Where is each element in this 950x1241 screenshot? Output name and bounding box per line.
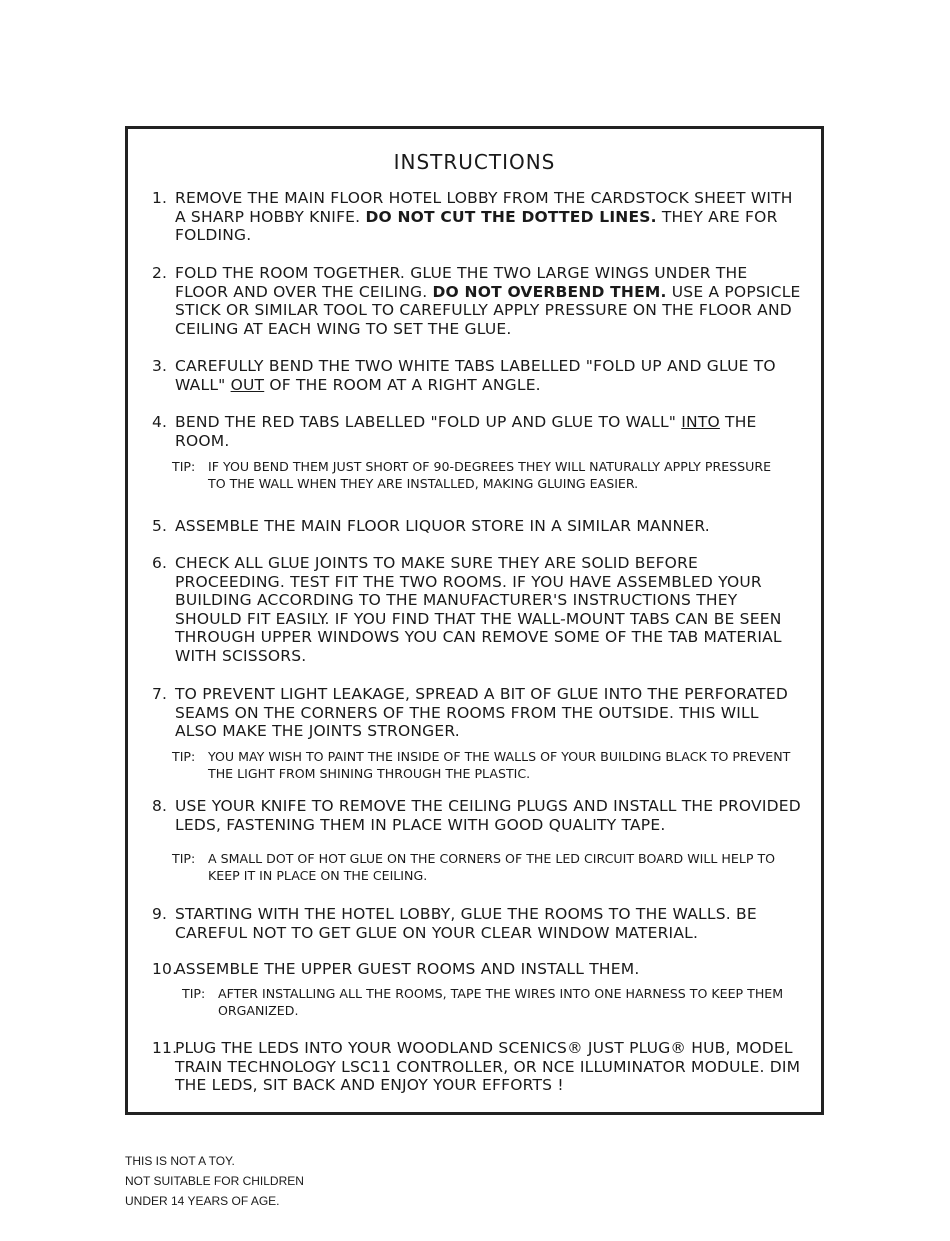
tip-text: AFTER INSTALLING ALL THE ROOMS, TAPE THE WIRES INTO ONE HARNESS TO KEEP THEM ORGANIZED. [218,986,784,1018]
step-1 [152,189,804,245]
step-number: 6. [152,554,168,572]
tip-label: TIP: [172,851,196,866]
tip-text: IF YOU BEND THEM JUST SHORT OF 90-DEGREES THEY WILL NATURALLY APPLY PRESSURE TO THE WALL WHEN THEY ARE INSTALLED, MAKING GLUING EASIER. [208,459,772,491]
step-warning: DO NOT CUT THE DOTTED LINES. [365,207,657,226]
step-number: 5. [152,517,168,535]
tip-text: YOU MAY WISH TO PAINT THE INSIDE OF THE WALLS OF YOUR BUILDING BLACK TO PREVENT THE LIGHT FROM SHINING THROUGH THE PLASTIC. [208,749,791,781]
step-emphasis: OUT [230,375,265,394]
tip-label: TIP: [172,459,196,474]
tip-step-10 [182,986,792,1019]
step-2 [152,264,804,338]
tip-step-4 [172,459,792,492]
step-text: THEY ARE FOR FOLDING. [175,207,778,245]
step-text: OF THE ROOM AT A RIGHT ANGLE. [264,375,541,394]
step-number: 7. [152,685,168,703]
warning-line: THIS IS NOT A TOY. [125,1154,235,1168]
step-number: 9. [152,905,168,923]
step-number: 1. [152,189,168,207]
step-4 [152,413,804,450]
step-emphasis: INTO [681,413,720,431]
tip-step-7 [172,749,792,782]
step-text: PLUG THE LEDS INTO YOUR WOODLAND SCENICS® JUST PLUG® HUB, MODEL TRAIN TECHNOLOGY LSC11 CONTROLLER, OR NCE ILLUMINATOR MODULE. DIM THE LEDS, SIT BACK AND ENJOY YOUR EFFORTS ! [175,1039,801,1095]
step-text: REMOVE THE MAIN FLOOR HOTEL LOBBY FROM THE CARDSTOCK SHEET WITH A SHARP HOBBY KNIFE. [175,189,793,226]
step-text: CHECK ALL GLUE JOINTS TO MAKE SURE THEY ARE SOLID BEFORE PROCEEDING. TEST FIT THE TWO ROOMS. IF YOU HAVE ASSEMBLED YOUR BUILDING ACCORDING TO THE MANUFACTURER'S INSTRUCTIONS THEY SHOULD FIT EASILY. IF YOU FIND THAT THE WALL-MOUNT TABS CAN BE SEEN THROUGH UPPER WINDOWS YOU CAN REMOVE SOME OF THE TAB MATERIAL WITH SCISSORS. [175,554,782,665]
step-text: BEND THE RED TABS LABELLED "FOLD UP AND GLUE TO WALL" [175,413,682,431]
step-text: STARTING WITH THE HOTEL LOBBY, GLUE THE ROOMS TO THE WALLS. BE CAREFUL NOT TO GET GLUE ON YOUR CLEAR WINDOW MATERIAL. [175,905,757,942]
warning-line: UNDER 14 YEARS OF AGE. [125,1193,280,1208]
step-text: ASSEMBLE THE MAIN FLOOR LIQUOR STORE IN A SIMILAR MANNER. [175,517,710,535]
step-number: 4. [152,413,168,431]
tip-text: A SMALL DOT OF HOT GLUE ON THE CORNERS OF THE LED CIRCUIT BOARD WILL HELP TO KEEP IT IN PLACE ON THE CEILING. [208,851,776,883]
step-3 [152,357,804,394]
step-text: USE YOUR KNIFE TO REMOVE THE CEILING PLUGS AND INSTALL THE PROVIDED LEDS, FASTENING THEM IN PLACE WITH GOOD QUALITY TAPE. [175,797,801,834]
step-9 [152,905,804,942]
tip-step-8 [172,851,792,884]
warning-line: NOT SUITABLE FOR CHILDREN [125,1173,304,1188]
step-warning: DO NOT OVERBEND THEM. [432,282,667,301]
step-text: USE A POPSICLE STICK OR SIMILAR TOOL TO CAREFULLY APPLY PRESSURE ON THE FLOOR AND CEILING AT EACH WING TO SET THE GLUE. [175,282,801,338]
step-number: 3. [152,357,168,375]
step-5 [152,517,804,536]
step-10 [152,960,804,979]
tip-label: TIP: [172,749,196,764]
step-8 [152,797,804,834]
step-number: 2. [152,264,168,282]
step-11 [152,1039,804,1095]
instructions-box [125,126,824,1115]
step-text: FOLD THE ROOM TOGETHER. GLUE THE TWO LARGE WINGS UNDER THE FLOOR AND OVER THE CEILING. [175,264,748,301]
step-number: 8. [152,797,168,815]
step-text: THE ROOM. [175,413,757,450]
tip-label: TIP: [182,986,206,1001]
step-number: 10. [152,960,178,978]
page-title: INSTRUCTIONS [393,150,556,174]
step-text: TO PREVENT LIGHT LEAKAGE, SPREAD A BIT OF GLUE INTO THE PERFORATED SEAMS ON THE CORNERS OF THE ROOMS FROM THE OUTSIDE. THIS WILL ALSO MAKE THE JOINTS STRONGER. [175,685,788,741]
step-7 [152,685,804,741]
step-text: CAREFULLY BEND THE TWO WHITE TABS LABELLED "FOLD UP AND GLUE TO WALL" [175,357,776,394]
step-number: 11. [152,1039,178,1057]
safety-warning [125,1152,304,1211]
step-text: ASSEMBLE THE UPPER GUEST ROOMS AND INSTALL THEM. [175,960,640,978]
step-6 [152,554,804,666]
